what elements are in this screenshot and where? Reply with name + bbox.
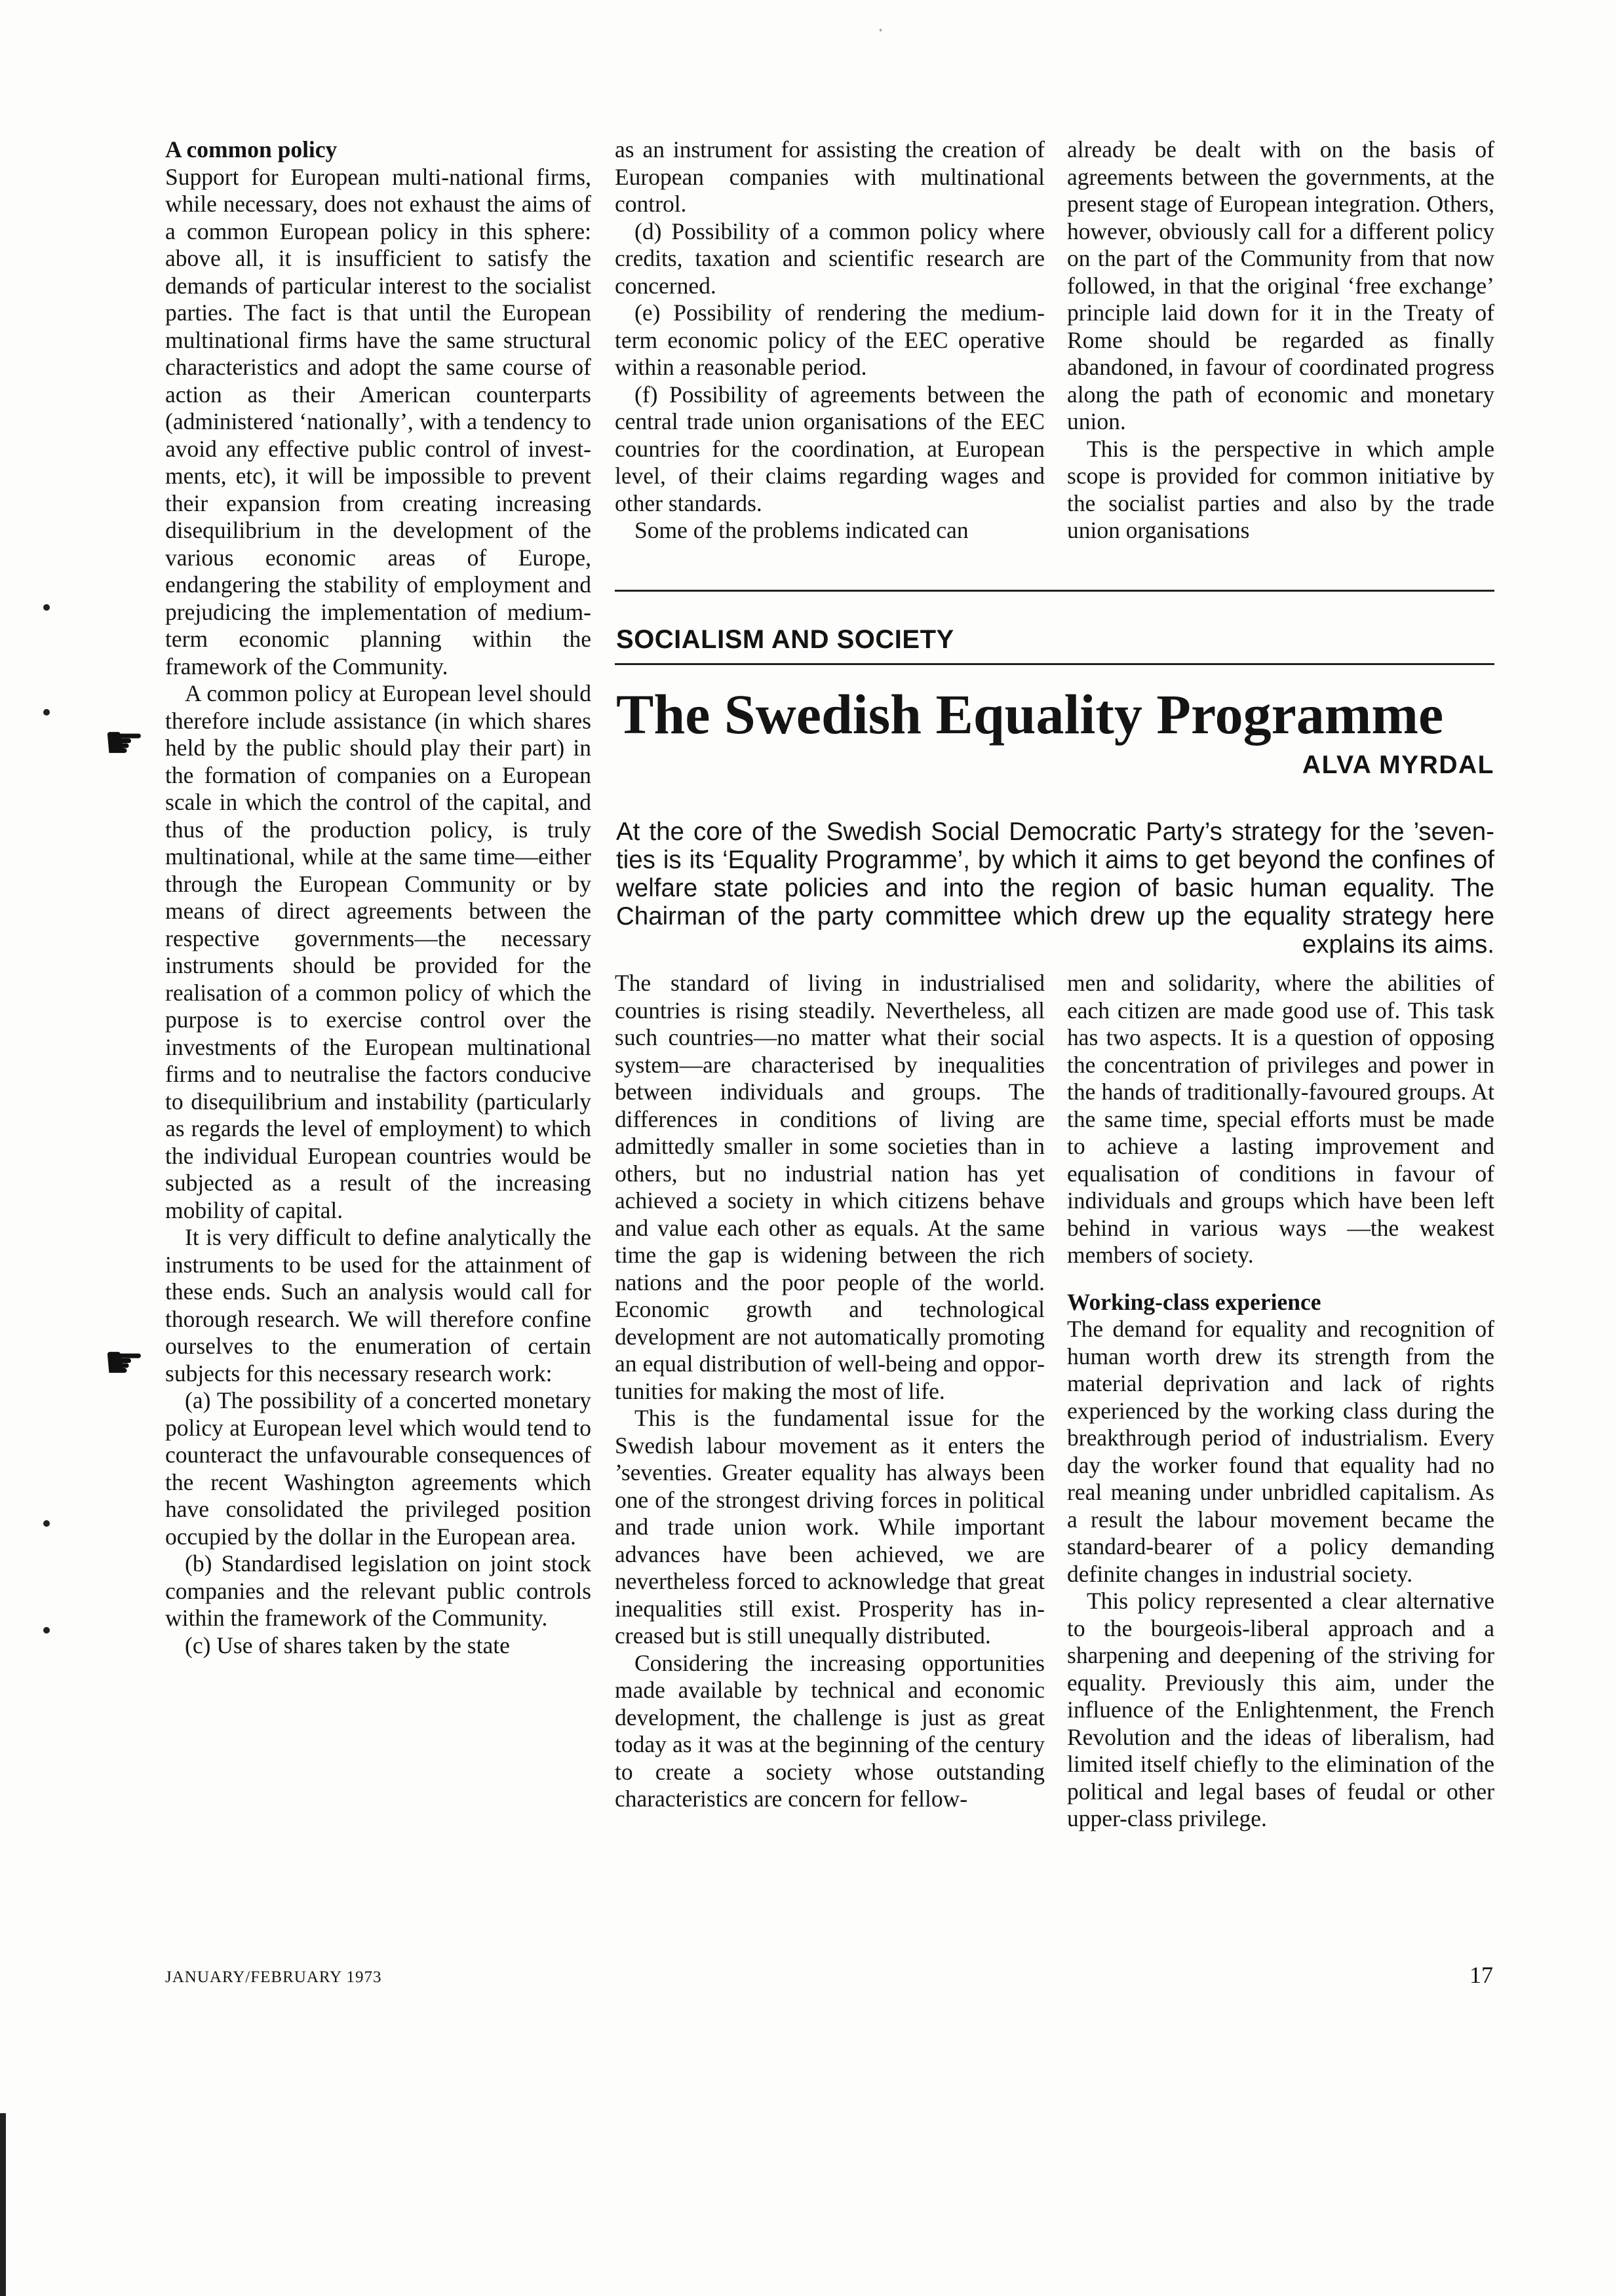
paragraph: as an instrument for assisting the creation of European companies with multinational control. xyxy=(615,136,1045,217)
scan-speck xyxy=(880,29,882,31)
paragraph: It is very difficult to define analytically the instruments to be used for the attainment of these ends. Such an analysis would call for thorough research. We will therefore confine ourselves to the enumeration of certain subjects for this necessary research work: xyxy=(165,1224,591,1387)
margin-hand-icon: ☛ xyxy=(104,718,145,769)
list-item: (e) Possibility of rendering the medium-term economic policy of the EEC operative within a reasonable period. xyxy=(615,299,1045,380)
author-byline: ALVA MYRDAL xyxy=(1302,751,1494,779)
paragraph: This is the perspective in which ample scope is provided for common initiative by the socialist parties and also by the trade union organisations xyxy=(1067,435,1494,543)
section-divider xyxy=(615,590,1494,592)
article-title: The Swedish Equality Programme xyxy=(616,683,1444,746)
section-divider xyxy=(615,663,1494,665)
paragraph: men and solidarity, where the abilities of each citizen are made good use of. This task has two aspects. It is a question of opposing the concentration of privileges and power in the hands of traditionally-favoured groups. At the same time, special efforts must be made to achieve a lasting improvement and equalisation of conditions in favour of individuals and groups which have been left behind in various ways —the weakest members of society. xyxy=(1067,970,1494,1268)
bottom-middle-column xyxy=(615,970,1045,1813)
section-heading-common-policy: A common policy xyxy=(165,136,338,163)
top-right-column xyxy=(1067,136,1494,545)
page-number: 17 xyxy=(1469,1962,1493,1988)
section-label: SOCIALISM AND SOCIETY xyxy=(616,625,954,654)
left-column xyxy=(165,136,591,1659)
top-middle-column xyxy=(615,136,1045,545)
margin-dot xyxy=(43,1520,50,1527)
paragraph: A common policy at European level should therefore include assistance (in which shares held by the public should play their part) in the formation of companies on a European scale in which the control of the capital, and thus of the production policy, is truly multinational, while at the same time—either through the European Community or by means of direct agreements between the respective governments—the necessary instruments should be provided for the realisation of a common policy of which the purpose is to exercise control over the investments of the European multinational firms and to neutralise the factors conducive to disequilibrium and instability (particularly as regards the level of employment) to which the individual European countries would be subjected as a result of the increasing mobility of capital. xyxy=(165,680,591,1223)
margin-dot xyxy=(43,709,50,716)
paragraph: Support for European multi-national firms, while necessary, does not exhaust the aims of a common European policy in this sphere: above all, it is insufficient to satisfy the demands of particular interest to the socialist parties. The fact is that until the European multinational firms have the same structural characteristics and adopt the same course of action as their American counterparts (administered ‘nationally’, with a tendency to avoid any effective public control of investments, etc), it will be impossible to prevent their expansion from creating increasing disequilibrium in the development of the various economic areas of Europe, endangering the stability of employment and prejudicing the implementation of medium-term economic planning within the framework of the Community. xyxy=(165,163,591,679)
standfirst: At the core of the Swedish Social Democratic Party’s strategy for the ’seventies is its ‘Equality Programme’, by which it aims to get beyond the confines of welfare state policies and into the region of basic human equality. The Chairman of the party committee which drew up the equality strategy here explains its aims. xyxy=(616,818,1494,959)
margin-dot xyxy=(43,604,50,611)
paragraph: already be dealt with on the basis of agreements between the governments, at the present stage of European integration. Others, however, obviously call for a different policy on the part of the Community from that now followed, in that the original ‘free exchange’ principle laid down for it in the Treaty of Rome should be regarded as finally abandoned, in favour of coordinated progress along the path of economic and monetary union. xyxy=(1067,136,1494,434)
section-heading-working-class: Working-class experience xyxy=(1067,1288,1321,1315)
margin-dot xyxy=(43,1627,50,1634)
list-item: (f) Possibility of agreements between the central trade union organisations of the EEC countries for the coordination, at European level, of their claims regarding wages and other standards. xyxy=(615,381,1045,516)
bottom-right-column xyxy=(1067,970,1494,1833)
paragraph: The standard of living in industrialised countries is rising steadily. Nevertheless, all such countries—no matter what their social system—are characterised by inequalities between individuals and groups. The differences in conditions of living are admittedly smaller in some societies than in others, but no industrial nation has yet achieved a society in which citizens behave and value each other as equals. At the same time the gap is widening between the rich nations and the poor people of the world. Economic growth and technological development are not automatically promoting an equal distribution of well-being and opportunities for making the most of life. xyxy=(615,970,1045,1404)
paragraph: This policy represented a clear alternative to the bourgeois-liberal approach and a sharpening and deepening of the striving for equality. Previously this aim, under the influence of the Enlightenment, the French Revolution and the ideas of liberalism, had limited itself chiefly to the elimination of the political and legal bases of feudal or other upper-class privilege. xyxy=(1067,1588,1494,1831)
paragraph: Considering the increasing opportunities made available by technical and economic development, the challenge is just as great today as it was at the beginning of the century to create a society whose outstanding characteristics are concern for fellow- xyxy=(615,1649,1045,1812)
list-item: (b) Standardised legislation on joint stock companies and the relevant public controls within the framework of the Community. xyxy=(165,1550,591,1631)
list-item: (c) Use of shares taken by the state xyxy=(185,1632,510,1658)
margin-hand-icon: ☛ xyxy=(104,1338,145,1388)
paragraph: The demand for equality and recognition of human worth drew its strength from the material deprivation and lack of rights experienced by the working class during the breakthrough period of industrialism. Every day the worker found that equality had no real meaning under unbridled capitalism. As a result the labour movement became the standard-bearer of a policy demanding definite changes in industrial society. xyxy=(1067,1316,1494,1587)
list-item: (d) Possibility of a common policy where credits, taxation and scientific research are concerned. xyxy=(615,218,1045,299)
paragraph: This is the fundamental issue for the Swedish labour movement as it enters the ’seventies. Greater equality has always been one of the strongest driving forces in political and trade union work. While important advances have been achieved, we are nevertheless forced to acknowledge that great inequalities still exist. Prosperity has increased but is still unequally distributed. xyxy=(615,1405,1045,1649)
binding-edge-line xyxy=(0,2113,6,2296)
issue-date: JANUARY/FEBRUARY 1973 xyxy=(165,1968,382,1986)
paragraph: Some of the problems indicated can xyxy=(634,517,969,543)
list-item: (a) The possibility of a concerted monetary policy at European level which would tend to counteract the unfavourable consequences of the recent Washington agreements which have consolidated the privileged position occupied by the dollar in the European area. xyxy=(165,1387,591,1550)
